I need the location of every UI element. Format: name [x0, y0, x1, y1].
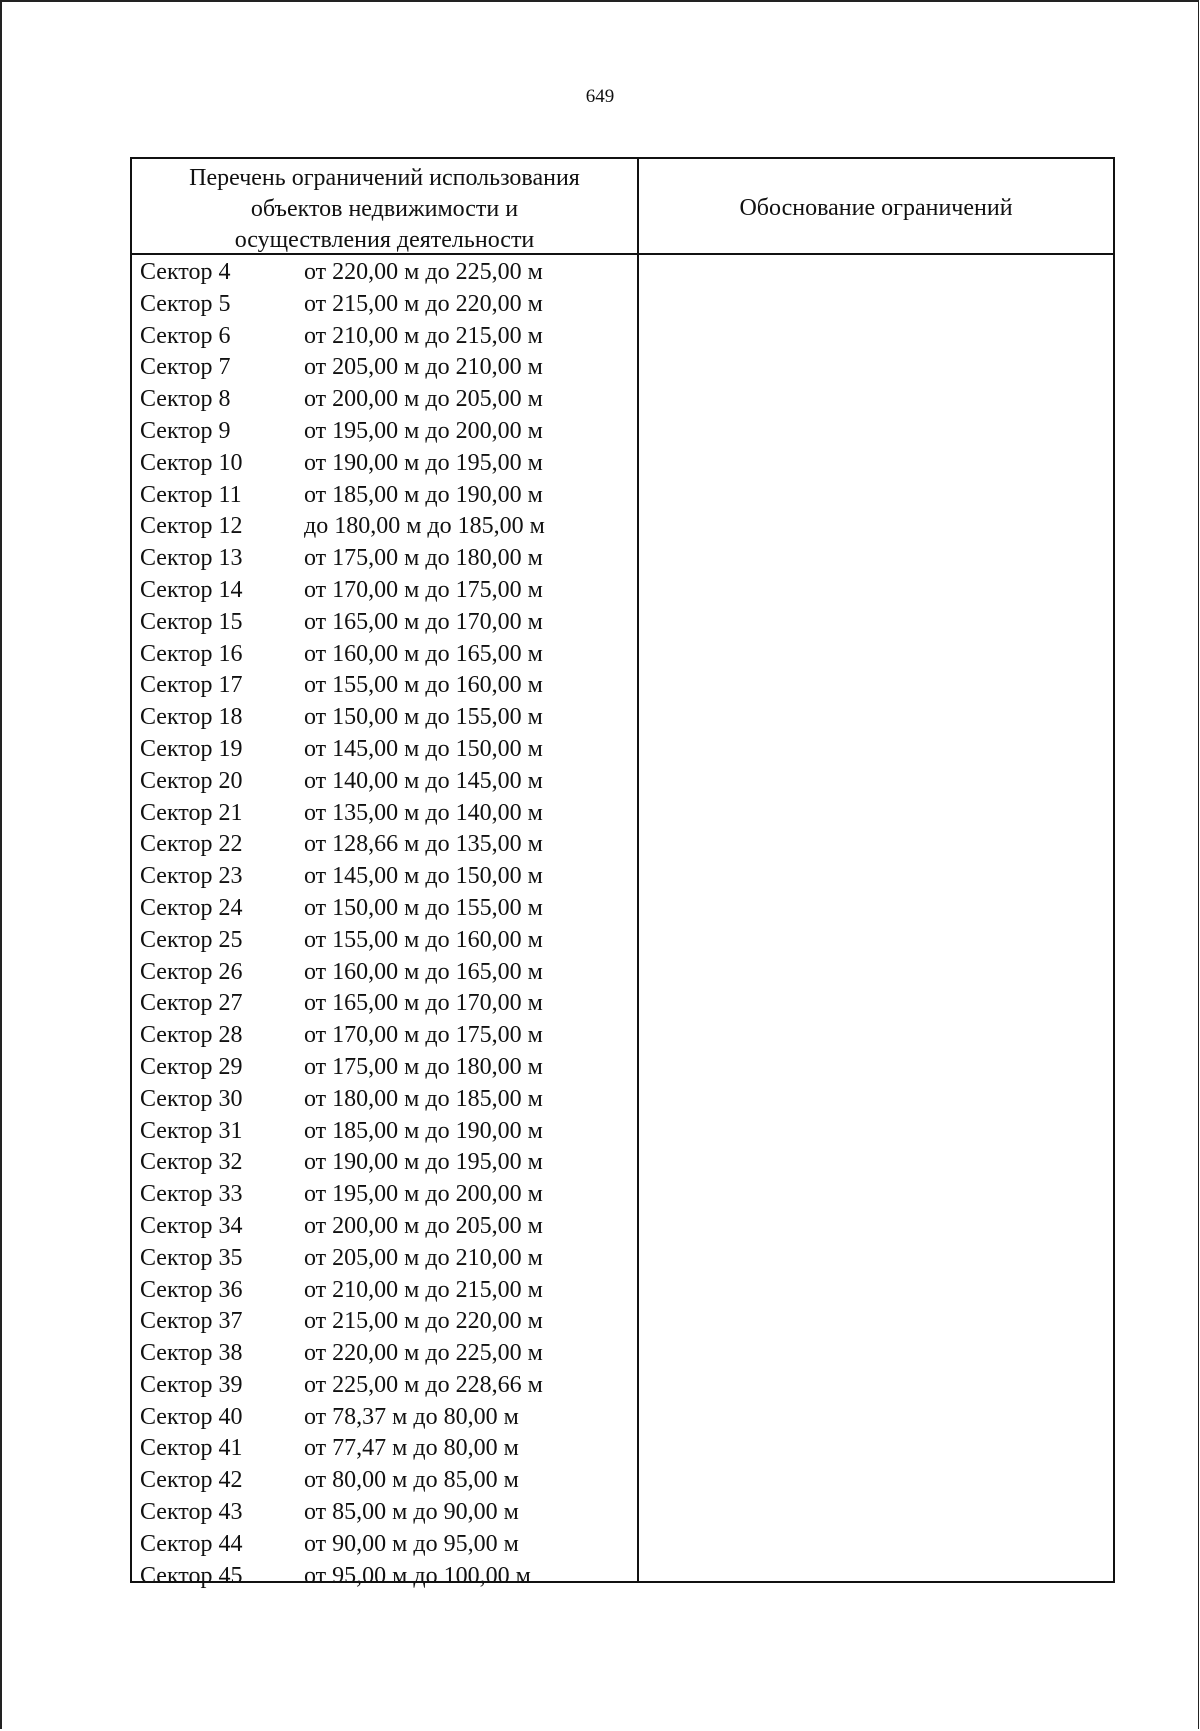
sector-name: Сектор 44 — [140, 1530, 243, 1557]
sector-name: Сектор 27 — [140, 990, 243, 1017]
sector-name: Сектор 31 — [140, 1117, 243, 1144]
header-line: объектов недвижимости и — [250, 196, 519, 222]
sector-name: Сектор 17 — [140, 672, 243, 699]
sector-range: от 155,00 м до 160,00 м — [304, 672, 543, 699]
sector-range: от 195,00 м до 200,00 м — [304, 417, 543, 444]
sector-range: от 128,66 м до 135,00 м — [304, 831, 543, 858]
table-row — [140, 1275, 635, 1307]
sector-range: от 150,00 м до 155,00 м — [304, 704, 543, 731]
table-row — [140, 1179, 635, 1211]
sector-range: от 95,00 м до 100,00 м — [304, 1562, 531, 1589]
table-row — [140, 702, 635, 734]
sector-range: от 200,00 м до 205,00 м — [304, 386, 543, 413]
sector-name: Сектор 37 — [140, 1308, 243, 1335]
sector-name: Сектор 5 — [140, 290, 231, 317]
sector-name: Сектор 4 — [140, 259, 231, 285]
sector-name: Сектор 21 — [140, 799, 243, 826]
table-row — [140, 1497, 635, 1529]
sector-range: от 140,00 м до 145,00 м — [304, 767, 543, 794]
sector-range: от 170,00 м до 175,00 м — [304, 576, 543, 603]
table-row — [140, 384, 635, 416]
sector-range: от 165,00 м до 170,00 м — [304, 990, 543, 1017]
sector-name: Сектор 23 — [140, 863, 243, 890]
sector-range: от 175,00 м до 180,00 м — [304, 545, 543, 572]
sector-name: Сектор 33 — [140, 1181, 243, 1208]
sector-name: Сектор 43 — [140, 1499, 243, 1526]
sector-name: Сектор 9 — [140, 417, 231, 444]
table-row — [140, 829, 635, 861]
sector-range: от 225,00 м до 228,66 м — [304, 1371, 543, 1398]
sector-name: Сектор 26 — [140, 958, 243, 985]
sector-range: до 180,00 м до 185,00 м — [304, 513, 545, 540]
sector-range: от 170,00 м до 175,00 м — [304, 1022, 543, 1049]
header-line: Перечень ограничений использования — [189, 165, 580, 191]
table-row — [140, 607, 635, 639]
sector-name: Сектор 32 — [140, 1149, 243, 1176]
sector-range: от 78,37 м до 80,00 м — [304, 1403, 519, 1430]
sector-range: от 180,00 м до 185,00 м — [304, 1085, 543, 1112]
sector-name: Сектор 8 — [140, 386, 231, 413]
sector-range: от 220,00 м до 225,00 м — [304, 259, 543, 285]
sector-range: от 185,00 м до 190,00 м — [304, 1117, 543, 1144]
sector-range: от 85,00 м до 90,00 м — [304, 1499, 519, 1526]
table-row — [140, 798, 635, 830]
table-row — [140, 1116, 635, 1148]
table-row — [140, 766, 635, 798]
sector-name: Сектор 7 — [140, 354, 231, 381]
table-row — [140, 1433, 635, 1465]
table-row — [140, 734, 635, 766]
table-row — [140, 480, 635, 512]
sector-range: от 160,00 м до 165,00 м — [304, 958, 543, 985]
sector-name: Сектор 34 — [140, 1212, 243, 1239]
column-divider — [637, 159, 639, 1581]
sector-range: от 210,00 м до 215,00 м — [304, 1276, 543, 1303]
table-row — [140, 861, 635, 893]
page-number: 649 — [585, 86, 615, 107]
table-row — [140, 1084, 635, 1116]
restrictions-table — [130, 157, 1115, 1589]
sector-range: от 175,00 м до 180,00 м — [304, 1053, 543, 1080]
table-row — [140, 1338, 635, 1370]
table-row — [140, 543, 635, 575]
table-row — [140, 289, 635, 321]
sector-range: от 215,00 м до 220,00 м — [304, 290, 543, 317]
sector-range: от 145,00 м до 150,00 м — [304, 735, 543, 762]
sector-name: Сектор 18 — [140, 704, 243, 731]
sector-name: Сектор 22 — [140, 831, 243, 858]
table-row — [140, 257, 635, 289]
sector-name: Сектор 45 — [140, 1562, 243, 1589]
sector-range: от 80,00 м до 85,00 м — [304, 1467, 519, 1494]
sector-range: от 90,00 м до 95,00 м — [304, 1530, 519, 1557]
sector-name: Сектор 19 — [140, 735, 243, 762]
header-justification: Обоснование ограничений — [739, 195, 1013, 221]
table-row — [140, 352, 635, 384]
sector-range: от 160,00 м до 165,00 м — [304, 640, 543, 667]
table-row — [140, 1370, 635, 1402]
sector-range: от 200,00 м до 205,00 м — [304, 1212, 543, 1239]
sector-name: Сектор 6 — [140, 322, 231, 349]
sector-name: Сектор 10 — [140, 449, 243, 476]
sector-range: от 190,00 м до 195,00 м — [304, 1149, 543, 1176]
sector-range: от 210,00 м до 215,00 м — [304, 322, 543, 349]
sector-range: от 215,00 м до 220,00 м — [304, 1308, 543, 1335]
sector-range: от 145,00 м до 150,00 м — [304, 863, 543, 890]
sector-name: Сектор 16 — [140, 640, 243, 667]
table-row — [140, 639, 635, 671]
table-row — [140, 925, 635, 957]
sector-name: Сектор 13 — [140, 545, 243, 572]
table-row — [140, 1529, 635, 1561]
table-row — [140, 957, 635, 989]
sector-range: от 135,00 м до 140,00 м — [304, 799, 543, 826]
sector-name: Сектор 12 — [140, 513, 243, 540]
sector-name: Сектор 42 — [140, 1467, 243, 1494]
sector-name: Сектор 15 — [140, 608, 243, 635]
table-row — [140, 1052, 635, 1084]
table-row — [140, 511, 635, 543]
table-row — [140, 1020, 635, 1052]
header-line: осуществления деятельности — [234, 227, 535, 253]
table-header-row — [132, 159, 1113, 255]
sector-range: от 155,00 м до 160,00 м — [304, 926, 543, 953]
sector-name: Сектор 29 — [140, 1053, 243, 1080]
sector-range: от 195,00 м до 200,00 м — [304, 1181, 543, 1208]
sector-range: от 190,00 м до 195,00 м — [304, 449, 543, 476]
sector-range: от 205,00 м до 210,00 м — [304, 1244, 543, 1271]
sector-name: Сектор 35 — [140, 1244, 243, 1271]
table-row — [140, 1147, 635, 1179]
table-row — [140, 1561, 635, 1593]
sector-name: Сектор 11 — [140, 481, 242, 508]
table-row — [140, 1306, 635, 1338]
sector-name: Сектор 36 — [140, 1276, 243, 1303]
table-row — [140, 1402, 635, 1434]
sector-range: от 77,47 м до 80,00 м — [304, 1435, 519, 1462]
sector-name: Сектор 14 — [140, 576, 243, 603]
table-row — [140, 1211, 635, 1243]
table-row — [140, 448, 635, 480]
table-row — [140, 575, 635, 607]
sector-range: от 185,00 м до 190,00 м — [304, 481, 543, 508]
sector-name: Сектор 39 — [140, 1371, 243, 1398]
sector-name: Сектор 41 — [140, 1435, 243, 1462]
table-row — [140, 321, 635, 353]
sector-range: от 150,00 м до 155,00 м — [304, 894, 543, 921]
sector-range: от 165,00 м до 170,00 м — [304, 608, 543, 635]
table-row — [140, 1243, 635, 1275]
sector-name: Сектор 24 — [140, 894, 243, 921]
table-row — [140, 988, 635, 1020]
sector-range: от 220,00 м до 225,00 м — [304, 1340, 543, 1367]
table-row — [140, 893, 635, 925]
header-restrictions-list — [132, 163, 637, 256]
sector-name: Сектор 25 — [140, 926, 243, 953]
sector-name: Сектор 20 — [140, 767, 243, 794]
sector-name: Сектор 38 — [140, 1340, 243, 1367]
sector-range: от 205,00 м до 210,00 м — [304, 354, 543, 381]
table-body — [140, 257, 635, 1592]
sector-name: Сектор 28 — [140, 1022, 243, 1049]
table-row — [140, 1465, 635, 1497]
table-row — [140, 670, 635, 702]
table-row — [140, 416, 635, 448]
sector-name: Сектор 30 — [140, 1085, 243, 1112]
sector-name: Сектор 40 — [140, 1403, 243, 1430]
